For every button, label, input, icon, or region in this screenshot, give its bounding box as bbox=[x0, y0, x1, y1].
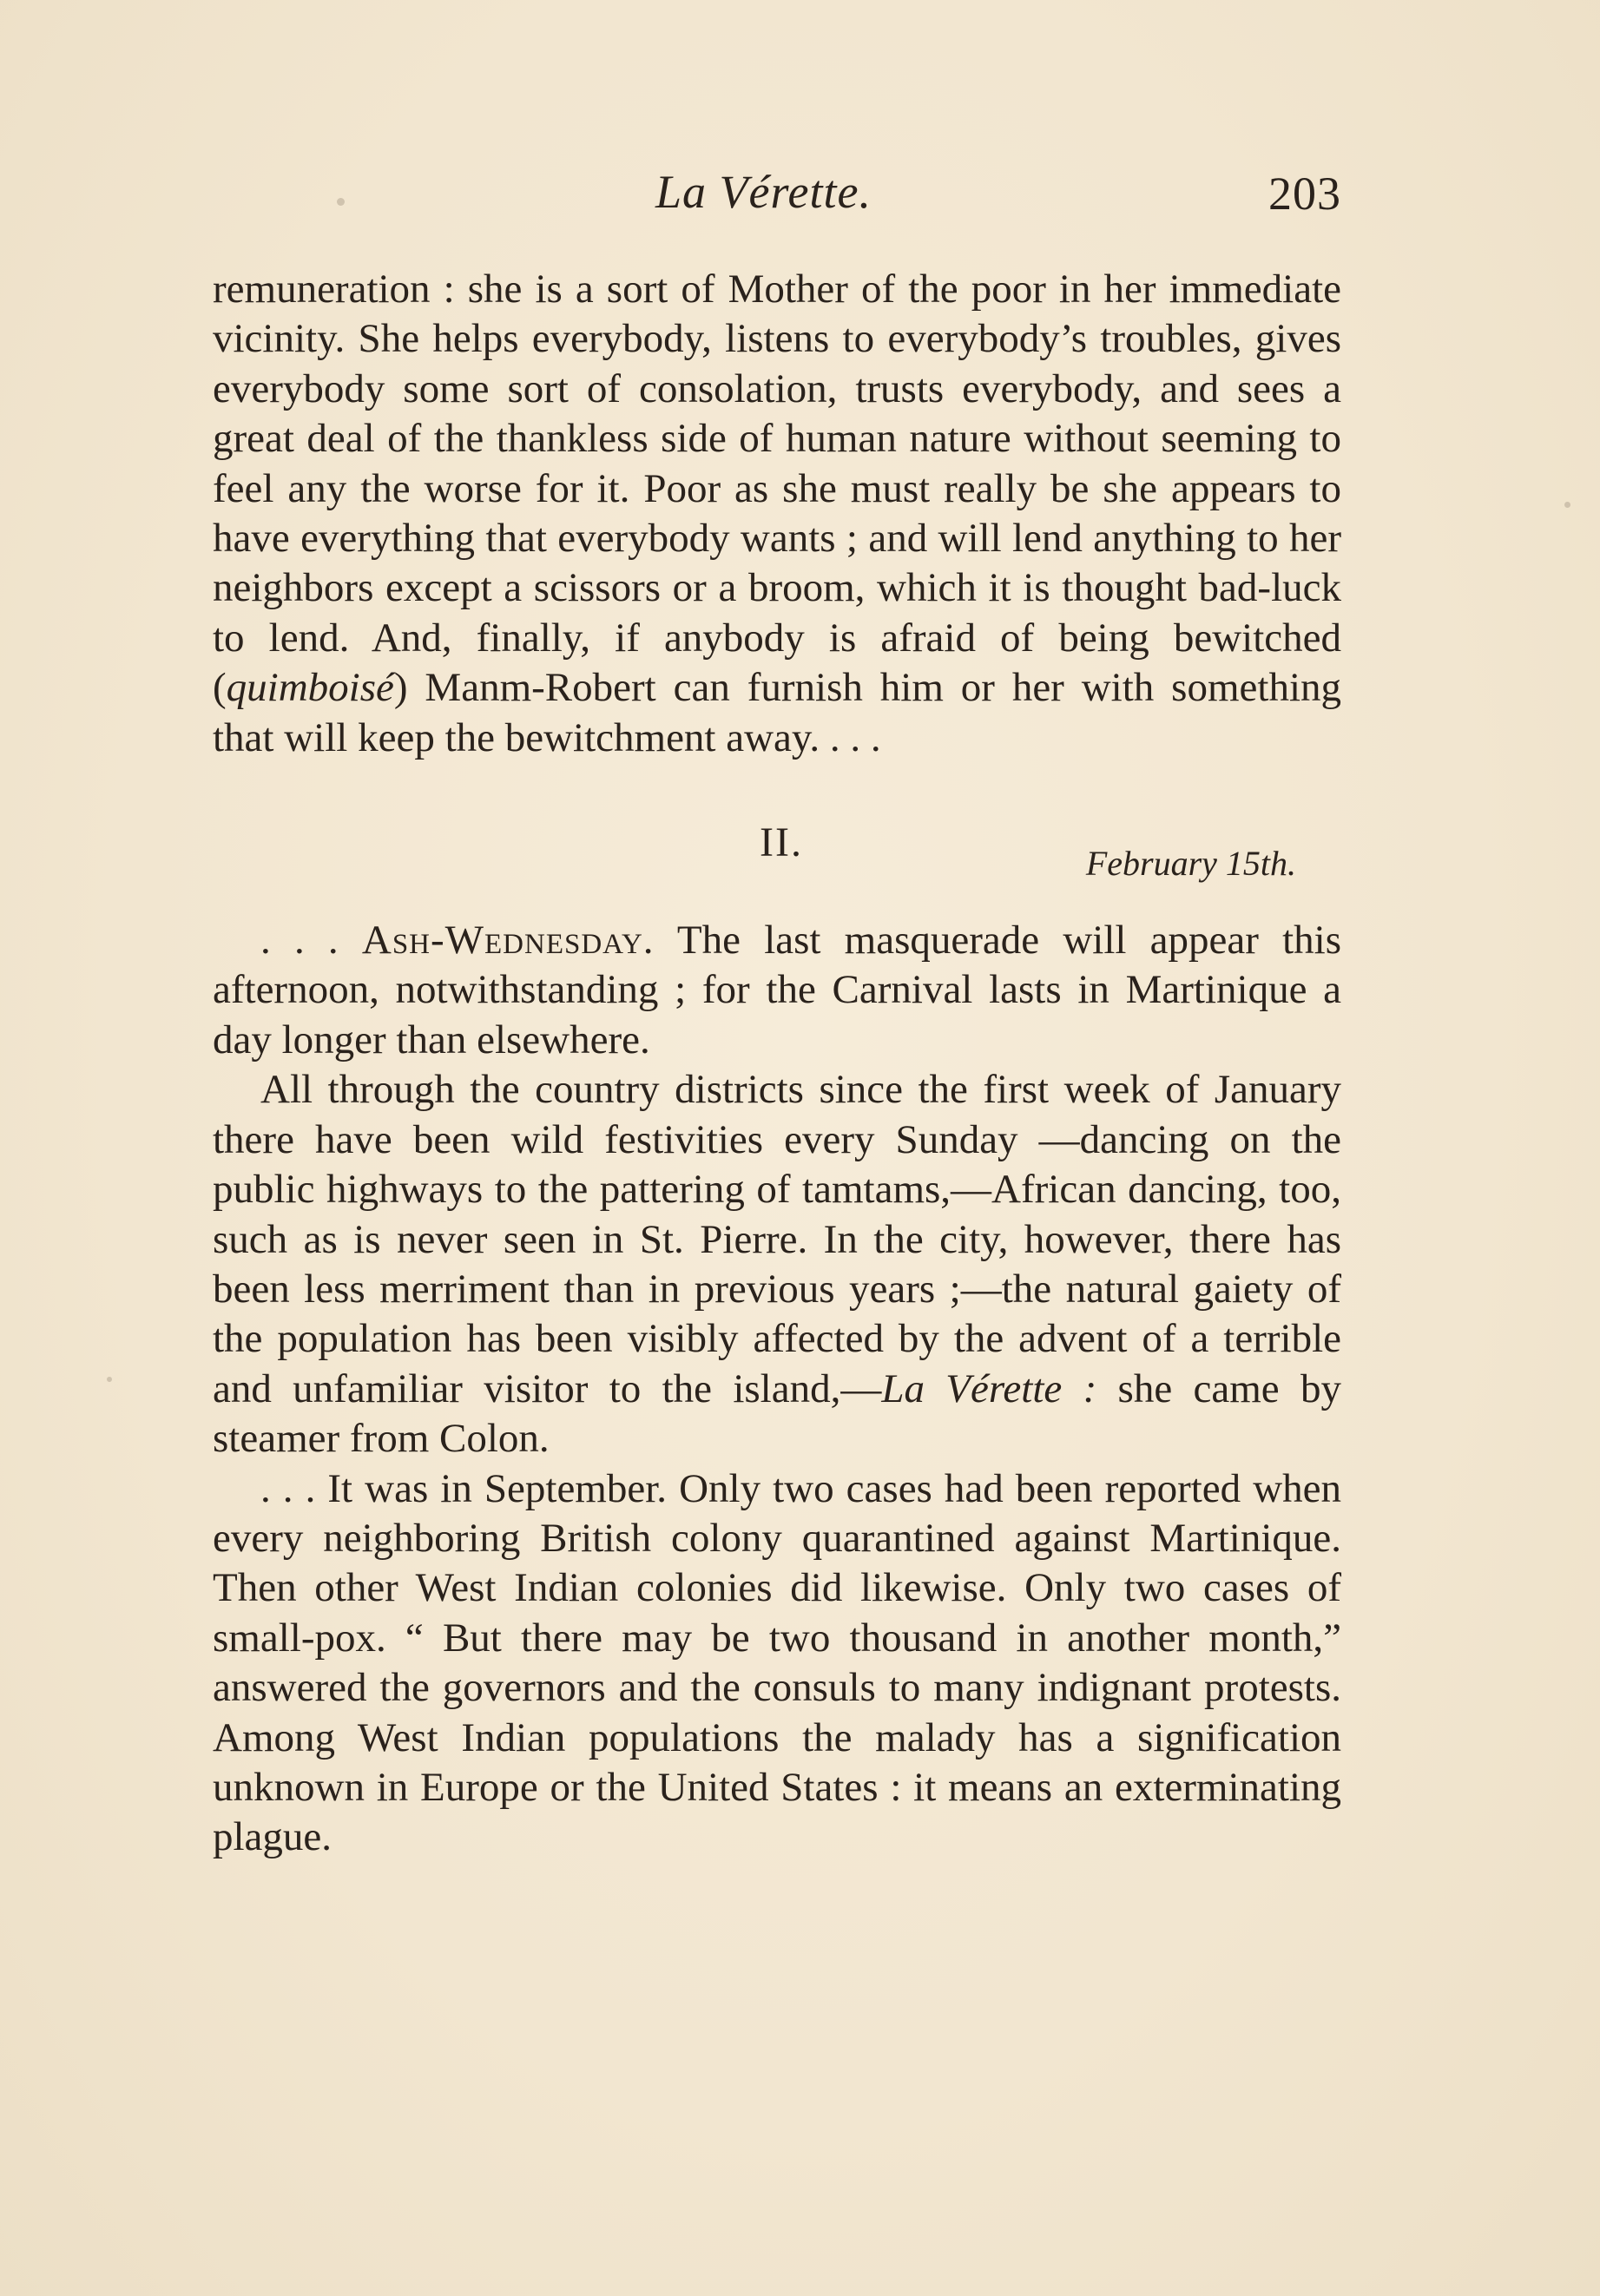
paragraph-4 bbox=[213, 1464, 1341, 1863]
italic-phrase-la-verette: La Vérette : bbox=[881, 1365, 1097, 1411]
paragraph-3 bbox=[213, 1065, 1341, 1464]
page-header bbox=[213, 165, 1341, 243]
paragraph-3-text-a: All through the country districts since the first week of January there have been wild festivities every Sunday —dancing on the public highways to the pattering of tamtams,—African dancing, too, such as is never seen in St. Pierre. In the city, however, there has been less merriment than in previous years ;—the natural gaiety of the population has been visibly affected by the advent of a terrible and unfamiliar visitor to the island,— bbox=[213, 1067, 1341, 1411]
section-date: February 15th. bbox=[1085, 844, 1296, 884]
paragraph-2 bbox=[213, 916, 1341, 1065]
paragraph-1 bbox=[213, 265, 1341, 763]
page-body bbox=[213, 265, 1341, 1863]
paragraph-4-text: . . . It was in September. Only two cases had been reported when every neighboring British colony quarantined against Martinique. Then other West Indian colonies did likewise. Only two cases of small-pox. “ But there may be two thousand in another month,” answered the governors and the consuls to many indignant protests. Among West Indian populations the malady has a signification unknown in Europe or the United States : it means an exterminating plague. bbox=[213, 1465, 1341, 1860]
section-number: II. bbox=[760, 819, 803, 866]
ash-wednesday-heading: Ash-Wednesday. bbox=[361, 918, 655, 964]
paragraph-2-text: The last masquerade will appear this afternoon, notwithstanding ; for the Carnival lasts in Martinique a day longer than elsewhere. bbox=[213, 918, 1341, 1062]
paragraph-1-text-b: ) Manm-Robert can furnish him or her with something that will keep the bewitchment away. . . . bbox=[213, 665, 1341, 760]
paragraph-1-text-a: remuneration : she is a sort of Mother of the poor in her immediate vicinity. She helps everybody, listens to everybody’s troubles, gives everybody some sort of consolation, trusts everybody, and sees a great deal of the thankless side of human nature without seeming to feel any the worse for it. Poor as she must really be she appears to have everything that everybody wants ; and will lend anything to her neighbors except a scissors or a broom, which it is thought bad-luck to lend. And, finally, if anybody is afraid of being bewitched ( bbox=[213, 266, 1341, 711]
page-number: 203 bbox=[1268, 168, 1341, 220]
paragraph-3-text-b: she came by steamer from Colon. bbox=[213, 1365, 1341, 1462]
running-title: La Vérette. bbox=[655, 166, 872, 218]
section-heading bbox=[213, 819, 1341, 916]
paragraph-2-lead: . . . bbox=[260, 918, 362, 964]
paper-speck bbox=[107, 1377, 112, 1382]
italic-term-quimboise: quimboisé bbox=[226, 665, 394, 711]
paper-speck bbox=[1564, 502, 1570, 508]
